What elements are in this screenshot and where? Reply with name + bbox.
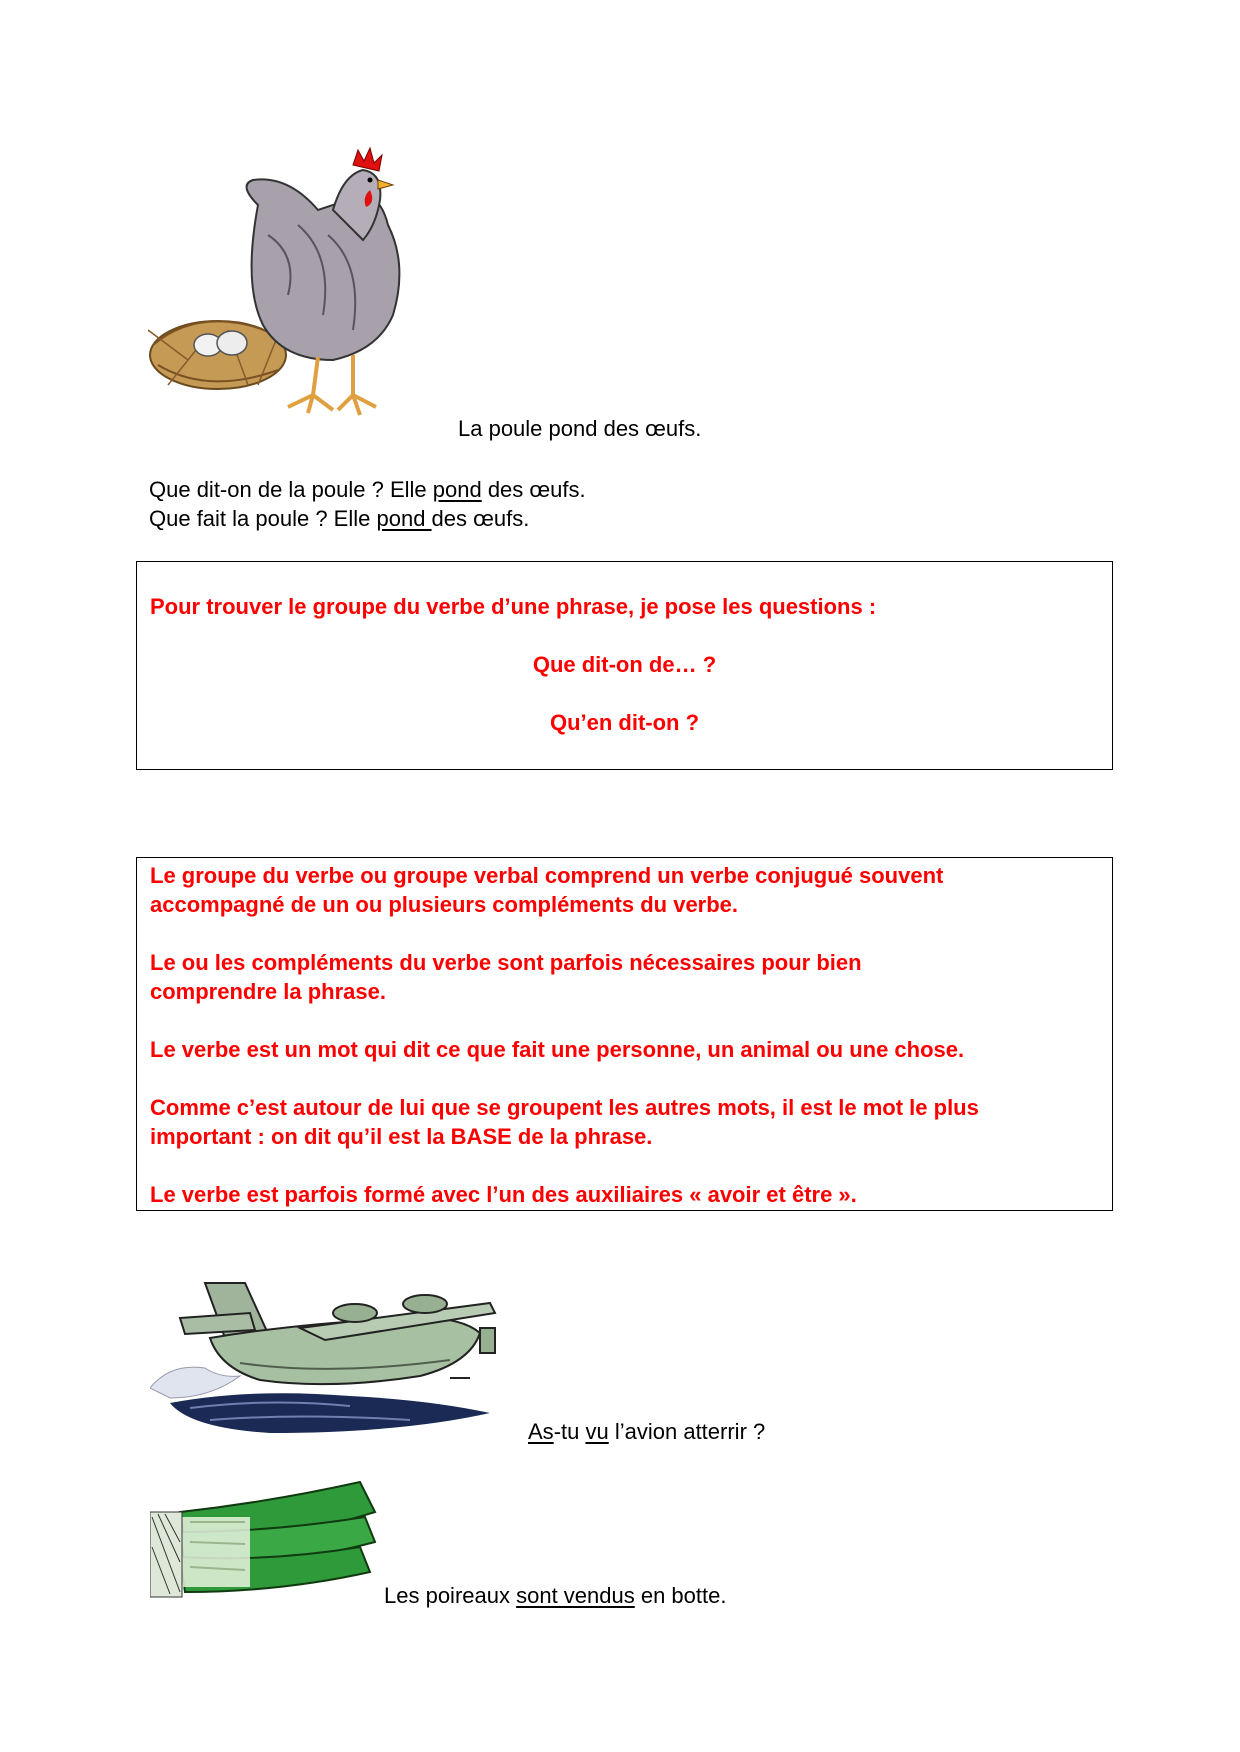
definition-p5: Le verbe est parfois formé avec l’un des auxiliaires « avoir et être ». [150, 1182, 857, 1207]
definition-p3: Le verbe est un mot qui dit ce que fait une personne, un animal ou une chose. [150, 1037, 965, 1062]
definition-p1-line1: Le groupe du verbe ou groupe verbal comprend un verbe conjugué souvent [150, 863, 944, 888]
seaplane-icon [150, 1268, 530, 1438]
hen-illustration [148, 145, 448, 435]
verb-sont-vendus: sont vendus [516, 1583, 635, 1608]
example-sentence: La poule pond des œufs. [458, 416, 702, 441]
plane-illustration [150, 1268, 530, 1438]
question-2-rest: des œufs. [431, 506, 530, 531]
rule-question-1: Que dit-on de… ? [532, 652, 717, 677]
rule-box-questions [136, 561, 1113, 770]
rule-intro: Pour trouver le groupe du verbe d’une phrase, je pose les questions : [150, 594, 877, 619]
rule-question-2: Qu’en dit-on ? [549, 710, 700, 735]
question-line-2 [149, 504, 529, 533]
question-2-verb: pond [376, 506, 432, 531]
leeks-illustration [150, 1472, 380, 1602]
plane-sentence-mid: -tu [553, 1419, 586, 1444]
leeks-sentence-rest: en botte. [634, 1583, 727, 1608]
example-plane-sentence [528, 1417, 765, 1446]
hen-icon [148, 145, 448, 435]
definition-p2-line2: comprendre la phrase. [150, 979, 386, 1004]
question-line-1 [149, 475, 586, 504]
definition-p4-line1: Comme c’est autour de lui que se groupent les autres mots, il est le mot le plus [150, 1095, 979, 1120]
definition-p2-line1: Le ou les compléments du verbe sont parfois nécessaires pour bien [150, 950, 862, 975]
rule-box-definition [136, 857, 1113, 1211]
definition-p1-line2: accompagné de un ou plusieurs compléments du verbe. [150, 892, 739, 917]
question-2-text: Que fait la poule ? Elle [149, 506, 377, 531]
verb-vu: vu [585, 1419, 609, 1444]
leeks-icon [150, 1472, 380, 1602]
auxiliary-as: As [528, 1419, 554, 1444]
question-1-rest: des œufs. [481, 477, 586, 502]
plane-sentence-rest: l’avion atterrir ? [608, 1419, 766, 1444]
question-1-verb: pond [432, 477, 482, 502]
leeks-sentence-start: Les poireaux [384, 1583, 517, 1608]
example-leeks-sentence [384, 1581, 726, 1610]
definition-p4-line2: important : on dit qu’il est la BASE de la phrase. [150, 1124, 653, 1149]
question-1-text: Que dit-on de la poule ? Elle [149, 477, 433, 502]
